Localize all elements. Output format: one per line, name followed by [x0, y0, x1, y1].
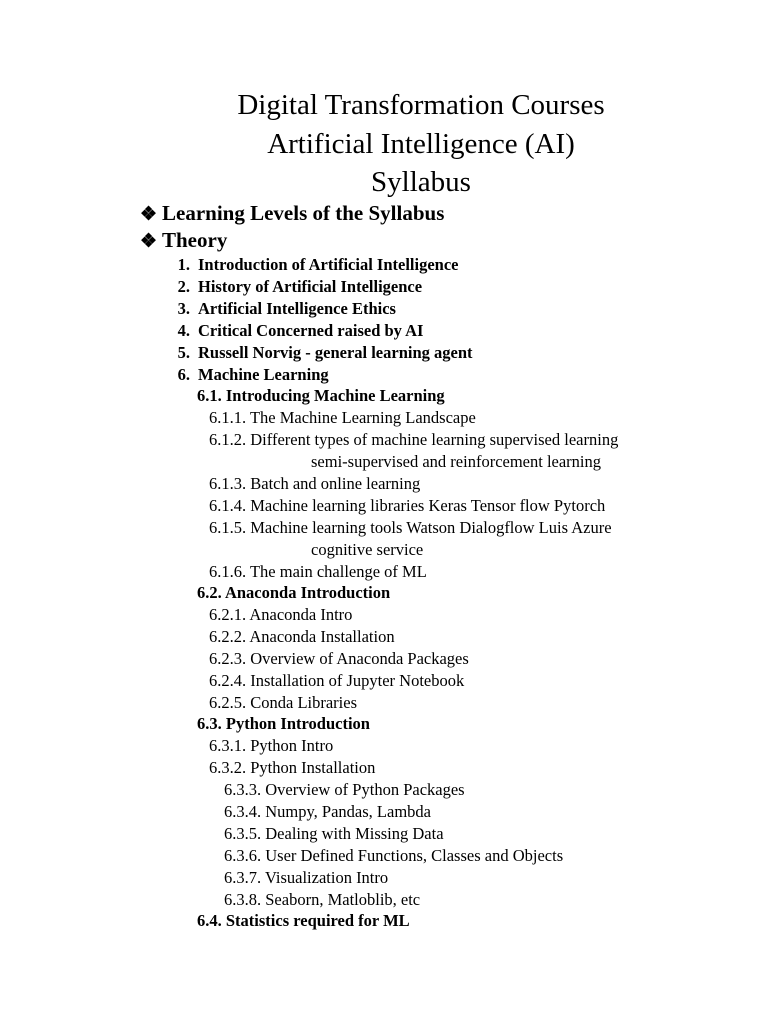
- syllabus-item: 6.3.7. Visualization Intro: [224, 868, 389, 887]
- topic-number: 5.: [177, 343, 190, 362]
- syllabus-item: 6.3.3. Overview of Python Packages: [224, 780, 465, 799]
- syllabus-item: 6.1.4. Machine learning libraries Keras Tensor flow Pytorch: [209, 496, 606, 515]
- syllabus-item: 6.3.5. Dealing with Missing Data: [224, 824, 444, 843]
- syllabus-item: 6.3.8. Seaborn, Matloblib, etc: [224, 890, 421, 909]
- subsection-heading: 6.4. Statistics required for ML: [197, 911, 410, 930]
- syllabus-item: 6.3.6. User Defined Functions, Classes and Objects: [224, 846, 564, 865]
- title-line-1: Digital Transformation Courses: [237, 89, 605, 121]
- syllabus-item-continuation: semi-supervised and reinforcement learning: [311, 452, 602, 471]
- topic-item: [163, 342, 473, 363]
- topic-number: 3.: [177, 299, 190, 318]
- subsection-heading: 6.1. Introducing Machine Learning: [197, 386, 445, 405]
- syllabus-item: 6.2.4. Installation of Jupyter Notebook: [209, 671, 465, 690]
- topic-number: 1.: [177, 255, 190, 274]
- syllabus-item: 6.2.3. Overview of Anaconda Packages: [209, 649, 469, 668]
- section-heading: Learning Levels of the Syllabus: [162, 201, 445, 225]
- title-line-3: Syllabus: [371, 166, 471, 198]
- diamond-bullet-icon: ❖: [140, 204, 158, 225]
- title-line-2: Artificial Intelligence (AI): [267, 127, 575, 160]
- syllabus-item: 6.1.3. Batch and online learning: [209, 474, 421, 493]
- syllabus-item: 6.2.5. Conda Libraries: [209, 693, 358, 712]
- document-title: [0, 86, 768, 202]
- topic-text: Russell Norvig - general learning agent: [198, 343, 473, 362]
- section-theory: [140, 227, 227, 255]
- topic-item: [163, 298, 396, 319]
- topic-text: Machine Learning: [198, 365, 329, 384]
- topic-number: 4.: [177, 321, 190, 340]
- syllabus-item-continuation: cognitive service: [311, 540, 424, 559]
- topic-item: [163, 364, 329, 385]
- section-heading: Theory: [162, 228, 228, 252]
- syllabus-item: 6.1.6. The main challenge of ML: [209, 562, 427, 581]
- syllabus-item: 6.1.5. Machine learning tools Watson Dialogflow Luis Azure: [209, 518, 612, 537]
- topic-text: Introduction of Artificial Intelligence: [198, 255, 459, 274]
- syllabus-item: 6.1.1. The Machine Learning Landscape: [209, 408, 476, 427]
- syllabus-item: 6.3.2. Python Installation: [209, 758, 376, 777]
- section-learning-levels: [140, 200, 444, 228]
- syllabus-item: 6.2.1. Anaconda Intro: [209, 605, 353, 624]
- topic-number: 6.: [177, 365, 190, 384]
- topic-number: 2.: [177, 277, 190, 296]
- subsection-heading: 6.2. Anaconda Introduction: [197, 583, 391, 602]
- syllabus-item: 6.2.2. Anaconda Installation: [209, 627, 395, 646]
- topic-text: History of Artificial Intelligence: [198, 277, 423, 296]
- syllabus-item: 6.3.1. Python Intro: [209, 736, 334, 755]
- subsection-heading: 6.3. Python Introduction: [197, 714, 370, 733]
- topic-text: Artificial Intelligence Ethics: [198, 299, 396, 318]
- topic-text: Critical Concerned raised by AI: [198, 321, 424, 340]
- topic-item: [163, 320, 423, 341]
- syllabus-item: 6.3.4. Numpy, Pandas, Lambda: [224, 802, 431, 821]
- topic-item: [163, 276, 422, 297]
- diamond-bullet-icon: ❖: [140, 231, 158, 252]
- syllabus-item: 6.1.2. Different types of machine learning supervised learning: [209, 430, 619, 449]
- topic-item: [163, 254, 458, 275]
